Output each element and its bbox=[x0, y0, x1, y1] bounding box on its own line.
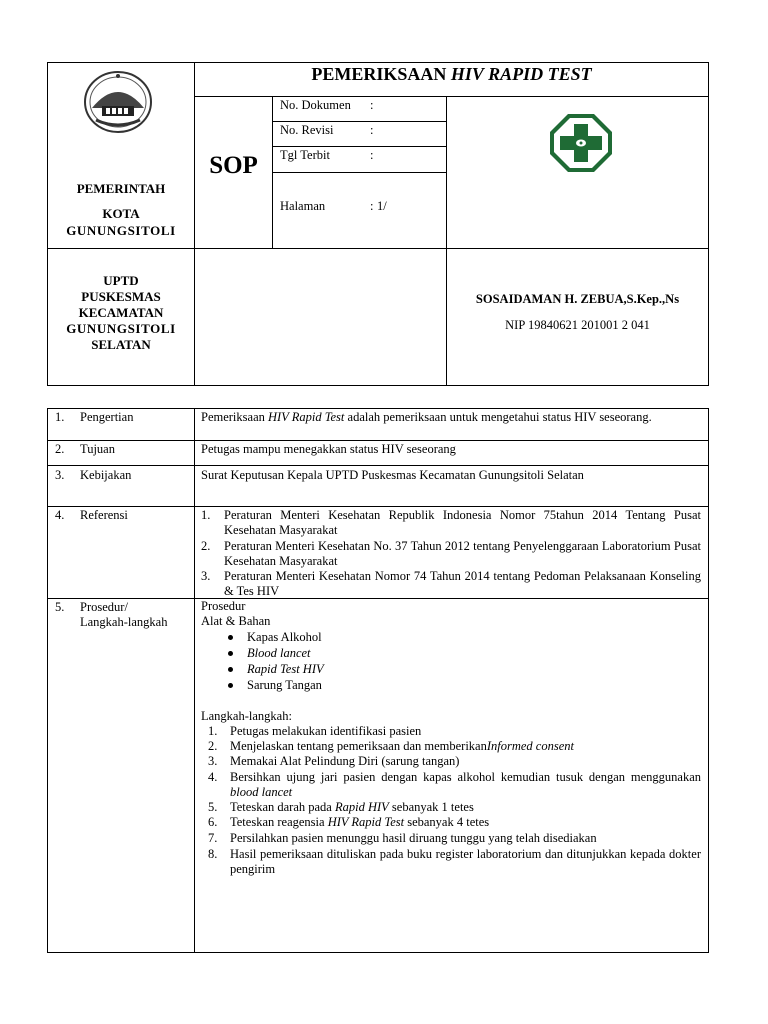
purpose-text: Petugas mampu menegakkan status HIV seseorang bbox=[201, 442, 456, 456]
rule bbox=[708, 408, 709, 953]
doc-field-label: No. Dokumen bbox=[280, 98, 351, 112]
reference-item: Peraturan Menteri Kesehatan No. 37 Tahun 2012 tentang Penyelenggaraan Laboratorium Pusat Kesehatan Masyarakat bbox=[224, 539, 701, 568]
step-item: Menjelaskan tentang pemeriksaan dan memberikanInformed consent bbox=[230, 739, 574, 753]
row-label: Langkah-langkah bbox=[80, 615, 168, 629]
doc-field-sep: : bbox=[370, 123, 374, 137]
page-title: PEMERIKSAAN HIV RAPID TEST bbox=[311, 64, 592, 84]
step-number: 3. bbox=[208, 754, 218, 768]
step-item: Teteskan reagensia HIV Rapid Test sebanyak 4 tetes bbox=[230, 815, 490, 829]
step-item: Bersihkan ujung jari pasien dengan kapas alkohol kemudian tusuk dengan menggunakan blood lancet bbox=[230, 770, 701, 799]
row-label: Referensi bbox=[80, 508, 128, 522]
step-number: 7. bbox=[208, 831, 218, 845]
bullet-icon bbox=[228, 683, 233, 688]
doc-field-label: Halaman bbox=[280, 199, 326, 213]
step-item: Memakai Alat Pelindung Diri (sarung tangan) bbox=[230, 754, 460, 768]
doc-field-sep: : bbox=[370, 98, 374, 112]
row-label: Prosedur/ bbox=[80, 600, 128, 614]
doc-field-sep: : bbox=[370, 199, 374, 213]
steps-heading: Langkah-langkah: bbox=[201, 709, 292, 723]
doc-field-sep: : bbox=[370, 148, 374, 162]
step-item: Teteskan darah pada Rapid HIV sebanyak 1 tetes bbox=[230, 800, 474, 814]
rule bbox=[446, 96, 447, 386]
bullet-icon bbox=[228, 667, 233, 672]
reference-item: Peraturan Menteri Kesehatan Republik Indonesia Nomor 75tahun 2014 Tentang Pusat Kesehatan Masyarakat bbox=[224, 508, 701, 537]
row-number: 1. bbox=[55, 410, 65, 424]
doc-field-label: No. Revisi bbox=[280, 123, 334, 137]
doc-field-label: Tgl Terbit bbox=[280, 148, 330, 162]
unit-line: SELATAN bbox=[91, 337, 151, 352]
tool-item: Rapid Test HIV bbox=[247, 662, 324, 676]
row-number: 2. bbox=[55, 442, 65, 456]
rule bbox=[272, 172, 447, 173]
unit-line: KECAMATAN bbox=[78, 305, 164, 320]
rule bbox=[708, 62, 709, 386]
rule bbox=[47, 62, 709, 63]
signer-name: SOSAIDAMAN H. ZEBUA,S.Kep.,Ns bbox=[475, 292, 680, 306]
row-label: Pengertian bbox=[80, 410, 134, 424]
rule bbox=[47, 952, 709, 953]
puskesmas-logo-icon bbox=[548, 112, 614, 174]
unit-line: UPTD bbox=[103, 273, 139, 288]
row-number: 4. bbox=[55, 508, 65, 522]
procedure-heading: Prosedur bbox=[201, 599, 246, 613]
row-label: Kebijakan bbox=[80, 468, 132, 482]
rule bbox=[272, 146, 447, 147]
row-label: Tujuan bbox=[80, 442, 115, 456]
step-item: Petugas melakukan identifikasi pasien bbox=[230, 724, 422, 738]
rule bbox=[47, 248, 709, 249]
reference-number: 1. bbox=[201, 508, 211, 522]
rule bbox=[47, 465, 709, 466]
unit-line: PUSKESMAS bbox=[81, 289, 161, 304]
rule bbox=[272, 121, 447, 122]
step-number: 8. bbox=[208, 847, 218, 861]
reference-number: 3. bbox=[201, 569, 211, 583]
reference-number: 2. bbox=[201, 539, 211, 553]
step-number: 2. bbox=[208, 739, 218, 753]
sop-label: SOP bbox=[209, 152, 258, 179]
rule bbox=[47, 385, 709, 386]
step-item: Hasil pemeriksaan dituliskan pada buku register laboratorium dan ditunjukkan kepada dokter pengirim bbox=[230, 847, 701, 876]
rule bbox=[47, 440, 709, 441]
rule bbox=[194, 62, 195, 386]
row-number: 5. bbox=[55, 600, 65, 614]
signer-nip: NIP 19840621 201001 2 041 bbox=[505, 318, 650, 332]
unit-line: GUNUNGSITOLI bbox=[66, 321, 176, 336]
gov-line-1: PEMERINTAH bbox=[76, 181, 166, 196]
policy-text: Surat Keputusan Kepala UPTD Puskesmas Kecamatan Gunungsitoli Selatan bbox=[201, 468, 584, 482]
rule bbox=[47, 408, 709, 409]
step-number: 1. bbox=[208, 724, 218, 738]
step-number: 4. bbox=[208, 770, 218, 784]
step-item: Persilahkan pasien menunggu hasil diruang tunggu yang telah disediakan bbox=[230, 831, 597, 845]
bullet-icon bbox=[228, 651, 233, 656]
step-number: 6. bbox=[208, 815, 218, 829]
tool-item: Kapas Alkohol bbox=[247, 630, 322, 644]
gunungsitoli-emblem-icon bbox=[82, 68, 154, 134]
rule bbox=[47, 506, 709, 507]
tools-heading: Alat & Bahan bbox=[201, 614, 271, 628]
gov-line-2: KOTA bbox=[102, 206, 140, 221]
tool-item: Sarung Tangan bbox=[247, 678, 322, 692]
tool-item: Blood lancet bbox=[247, 646, 311, 660]
bullet-icon bbox=[228, 635, 233, 640]
doc-field-value: 1/ bbox=[377, 199, 387, 213]
definition-text: Pemeriksaan HIV Rapid Test adalah pemeriksaan untuk mengetahui status HIV seseorang. bbox=[201, 410, 652, 424]
gov-line-3: GUNUNGSITOLI bbox=[66, 223, 176, 238]
row-number: 3. bbox=[55, 468, 65, 482]
step-number: 5. bbox=[208, 800, 218, 814]
rule bbox=[194, 408, 195, 953]
reference-item: Peraturan Menteri Kesehatan Nomor 74 Tahun 2014 tentang Pedoman Pelaksanaan Konseling & Tes HIV bbox=[224, 569, 701, 598]
rule bbox=[47, 408, 48, 953]
